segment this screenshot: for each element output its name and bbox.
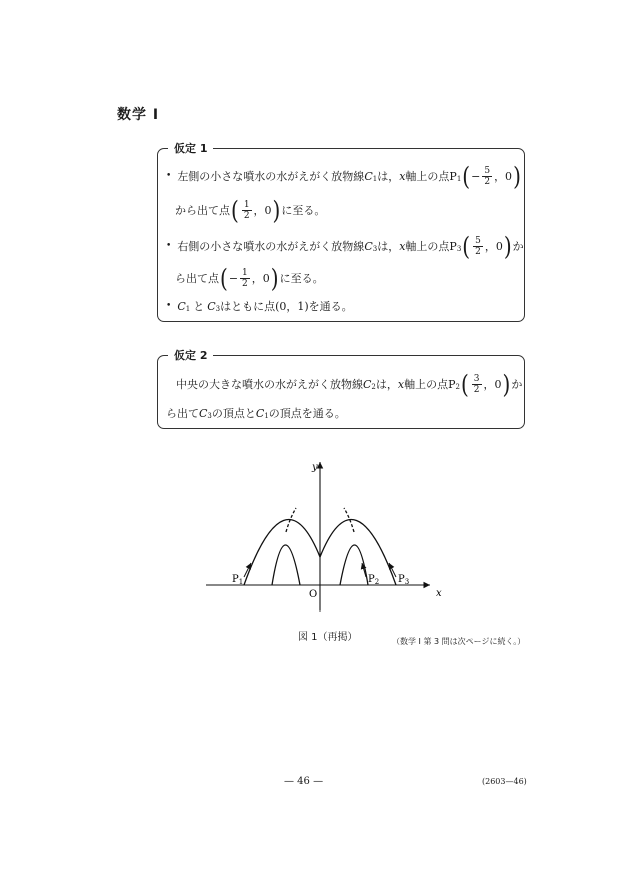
origin-label: O	[309, 589, 318, 600]
tomoni: はともに点(0，1)を通る。	[220, 300, 353, 313]
to: と	[193, 300, 205, 313]
p-letter: P	[449, 239, 457, 253]
ka: か	[511, 378, 523, 391]
x-axis-label: x	[436, 588, 442, 599]
wa: は，	[377, 170, 400, 183]
figure-caption: 図 1（再掲）	[298, 632, 358, 643]
axis-point-text: 軸上の点	[405, 240, 450, 253]
p-letter: P	[449, 169, 457, 183]
a2-text-b: ら出て	[166, 407, 199, 420]
right-paren: )	[513, 161, 521, 191]
frac-den: 2	[475, 246, 481, 257]
ra-dete-ten: ら出て点	[175, 272, 219, 285]
p2-label: $P_2$	[368, 574, 380, 586]
a2-text-d: の頂点を通る。	[268, 407, 346, 420]
y-axis-label: y	[312, 462, 318, 473]
comma-zero: ，0	[494, 170, 513, 183]
left-paren: (	[460, 369, 469, 399]
comma-zero: ，0	[483, 378, 502, 391]
c-letter: C	[364, 169, 373, 183]
wa: は，	[375, 378, 398, 391]
assumption-1-label: 仮定 1	[168, 140, 213, 156]
ni-itaru: に至る。	[279, 272, 324, 285]
wa: は，	[377, 240, 400, 253]
frac-den: 2	[242, 278, 248, 289]
frac-num: 5	[484, 165, 491, 176]
frac-den: 2	[243, 210, 250, 221]
c3-sub: 3	[372, 245, 378, 253]
minus-sign: −	[471, 169, 481, 183]
a2-text-a: 中央の大きな噴水の水がえがく放物線	[176, 378, 363, 391]
b2-text: 右側の小さな噴水の水がえがく放物線	[177, 240, 365, 253]
assumption-2-label: 仮定 2	[168, 347, 213, 363]
comma-zero: ，0	[251, 272, 270, 285]
comma-zero: ，0	[484, 240, 503, 253]
frac-den: 2	[473, 384, 480, 395]
c-letter: C	[177, 299, 186, 313]
axis-point-text: 軸上の点	[404, 378, 449, 391]
c3-sub: 3	[207, 412, 212, 420]
c-letter: C	[207, 299, 216, 313]
left-paren: (	[220, 263, 228, 293]
p1-sub: 1	[456, 175, 462, 183]
a2-text-c: の頂点と	[211, 407, 256, 420]
ka: か	[512, 240, 524, 253]
comma-zero: ，0	[253, 204, 272, 217]
x-letter: x	[399, 169, 406, 183]
bullet-icon: •	[166, 241, 172, 251]
c-letter: C	[199, 406, 208, 420]
x-letter: x	[397, 377, 405, 391]
left-paren: (	[462, 161, 471, 191]
bullet-icon: •	[166, 301, 172, 311]
c-letter: C	[255, 406, 265, 420]
page-code: (2603—46)	[482, 777, 527, 786]
frac-num: 5	[475, 235, 481, 246]
c-letter: C	[364, 239, 373, 253]
curve-c3	[340, 545, 368, 585]
curve-c1	[272, 545, 300, 585]
frac-num: 1	[242, 267, 248, 278]
kara-dete-ten: から出て点	[175, 204, 230, 217]
c3-sub: 3	[215, 305, 221, 313]
x-letter: x	[399, 239, 406, 253]
bullet-icon: •	[166, 171, 172, 181]
page-number: — 46 —	[284, 776, 324, 787]
section-title: 数学 I	[117, 107, 160, 123]
right-paren: )	[502, 369, 511, 399]
c1-sub: 1	[264, 412, 269, 420]
p1-label: $P_1$	[232, 574, 244, 586]
c-letter: C	[363, 377, 372, 391]
frac-num: 1	[243, 199, 250, 210]
right-paren: )	[270, 263, 279, 293]
frac-den: 2	[484, 176, 491, 187]
minus-sign: −	[228, 271, 239, 285]
p2-sub: 2	[455, 383, 460, 391]
p3-sub: 3	[456, 245, 462, 253]
right-paren: )	[503, 231, 512, 261]
frac-num: 3	[473, 373, 480, 384]
p-letter: P	[448, 377, 456, 391]
ni-itaru: に至る。	[281, 204, 326, 217]
right-paren: )	[272, 195, 281, 225]
left-paren: (	[231, 195, 239, 225]
b1-text: 左側の小さな噴水の水がえがく放物線	[177, 170, 365, 183]
left-paren: (	[462, 231, 471, 261]
c1-sub: 1	[372, 175, 378, 183]
p3-label: $P_3$	[398, 574, 410, 586]
continue-note: （数学 I 第 3 問は次ページに続く。）	[392, 637, 526, 646]
c2-sub: 2	[371, 383, 376, 391]
c1-sub: 1	[185, 305, 191, 313]
axis-point-text: 軸上の点	[405, 170, 450, 183]
